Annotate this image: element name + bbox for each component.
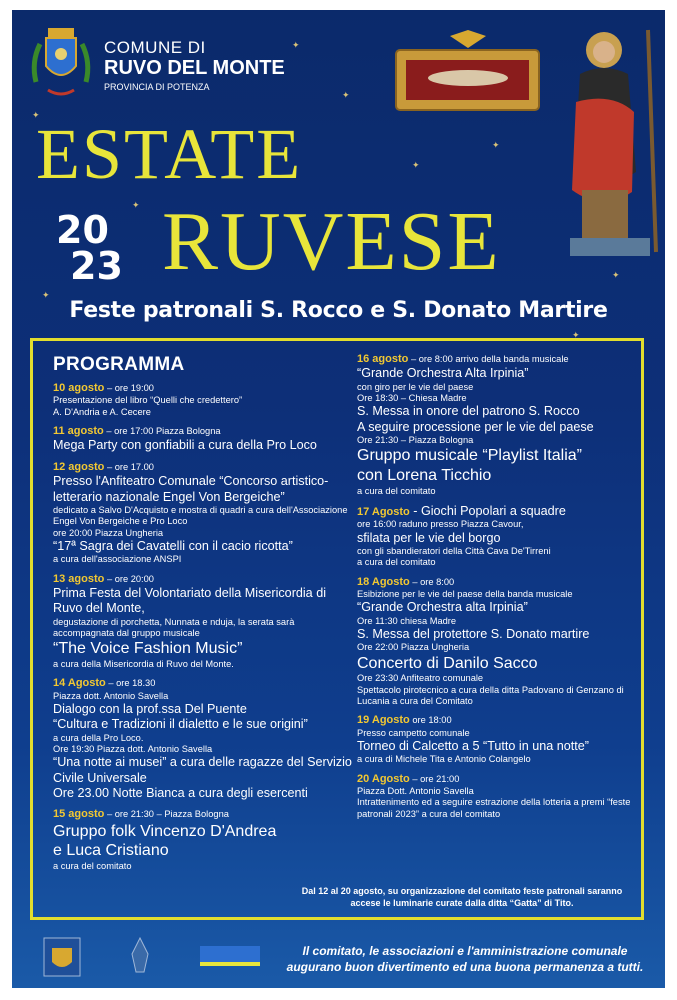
event-line: S. Messa del protettore S. Donato martire (357, 627, 590, 641)
event-line: Ore 19:30 Piazza dott. Antonio Savella (53, 744, 213, 755)
event-line: Presso l'Anfiteatro Comunale “Concorso artistico-letterario nazionale Engel Von Bergeiche” (53, 474, 329, 504)
event-date: 11 agosto (53, 425, 104, 438)
event-line: Torneo di Calcetto a 5 “Tutto in una notte” (357, 738, 589, 753)
event-line: – ore 17:00 Piazza Bologna (103, 426, 221, 437)
event-line: Esibizione per le vie del paese della banda musicale (357, 588, 573, 599)
event-line: a cura della Misericordia di Ruvo del Monte. (53, 658, 234, 669)
star-icon: ✦ (612, 270, 620, 280)
star-icon: ✦ (572, 330, 580, 340)
program-box (30, 338, 644, 920)
event-line: con giro per le vie del paese (357, 381, 474, 392)
event-line: – ore 8:00 (409, 576, 455, 587)
event-line: a cura del comitato (53, 860, 132, 871)
star-icon: ✦ (492, 140, 500, 150)
event-line: sfilata per le vie del borgo (357, 530, 501, 545)
star-icon: ✦ (412, 160, 420, 170)
event-line: Ore 22:00 Piazza Ungheria (357, 642, 470, 653)
wish-line-1: Il comitato, le associazioni e l'amministrazione comunale (302, 944, 628, 958)
event-line: Dialogo con la prof.ssa Del Puente (53, 701, 247, 716)
title-estate: ESTATE (36, 114, 303, 194)
event-date: 10 agosto (53, 382, 105, 394)
event-line: Presso campetto comunale (357, 727, 470, 738)
program-event (53, 461, 353, 566)
event-line: Presentazione del libro “Quelli che credettero” (53, 395, 243, 406)
municipality-header (104, 38, 285, 92)
event-line: con Lorena Ticchio (357, 466, 492, 484)
event-date: 14 Agosto (53, 677, 106, 690)
event-line: con gli sbandieratori della Città Cava De'Tirreni (357, 545, 551, 556)
event-line: Piazza dott. Antonio Savella (53, 690, 169, 701)
lights-note: Dal 12 al 20 agosto, su organizzazione del comitato feste patronali saranno accese le luminarie curate dalla ditta “Gatta” di Tito. (301, 886, 623, 908)
event-line: Ore 23.00 Notte Bianca a cura degli esercenti (53, 786, 308, 801)
event-line: Concerto di Danilo Sacco (357, 654, 538, 672)
event-date: 16 agosto (357, 353, 409, 365)
event-line: – ore 19:00 (104, 383, 154, 393)
event-date: 17 Agosto (357, 505, 410, 518)
event-line: Ore 21:30 – Piazza Bologna (357, 435, 474, 446)
year-badge (56, 208, 123, 289)
event-line: – ore 18.30 (105, 678, 156, 689)
municipality-name: RUVO DEL MONTE (104, 57, 285, 79)
event-line: Piazza Dott. Antonio Savella (357, 786, 474, 797)
program-event (357, 504, 637, 569)
event-line: A. D'Andria e A. Cecere (53, 406, 151, 417)
program-event (357, 773, 637, 820)
event-line: Ore 18:30 – Chiesa Madre (357, 393, 467, 404)
poster (12, 10, 665, 988)
event-date: 20 Agosto (357, 772, 410, 785)
event-line: ore 18:00 (409, 715, 452, 726)
star-icon: ✦ (342, 90, 350, 100)
event-line: – ore 20:00 (104, 573, 154, 584)
program-event (357, 714, 637, 765)
event-line: a cura del comitato (357, 557, 436, 568)
event-line: ore 16:00 raduno presso Piazza Cavour, (357, 519, 524, 530)
event-line: Mega Party con gonfiabili a cura della Pro Loco (53, 438, 317, 453)
coat-of-arms-logo (26, 22, 96, 100)
event-line: - Giochi Popolari a squadre (409, 503, 566, 518)
event-line: Spettacolo pirotecnico a cura della ditta Padovano di Genzano di Lucania a cura del Comitato (357, 684, 624, 706)
year-bottom: 23 (70, 244, 123, 289)
event-line: “17ª Sagra dei Cavatelli con il cacio ricotta” (53, 538, 293, 553)
event-line: a cura di Michele Tita e Antonio Colangelo (357, 754, 531, 765)
program-event (357, 353, 637, 497)
sponsor-logos (40, 932, 270, 984)
event-line: “Una notte ai musei” a cura delle ragazze del Servizio Civile Universale (53, 755, 352, 785)
program-right-column (357, 341, 637, 827)
reliquary-image (390, 30, 545, 116)
event-line: a cura dell'associazione ANSPI (53, 554, 182, 565)
event-line: Ore 23:30 Anfiteatro comunale (357, 673, 484, 684)
event-line: – ore 8:00 arrivo della banda musicale (408, 354, 569, 364)
event-line: Ore 11:30 chiesa Madre (357, 615, 457, 626)
year-top: 20 (56, 208, 109, 252)
program-event (53, 382, 353, 418)
program-event (53, 573, 353, 671)
program-event (53, 808, 353, 872)
subtitle: Feste patronali S. Rocco e S. Donato Martire (69, 298, 608, 323)
saint-statue-image (552, 22, 664, 262)
wish-line-2: augurano buon divertimento ed una buona permanenza a tutti. (286, 960, 644, 975)
closing-wish (270, 943, 660, 975)
event-date: 12 agosto (53, 460, 105, 473)
event-date: 19 Agosto (357, 714, 410, 727)
event-line: – ore 21:00 (409, 773, 460, 784)
program-event (53, 425, 353, 454)
star-icon: ✦ (292, 40, 300, 50)
event-line: Gruppo folk Vincenzo D'Andrea (53, 822, 277, 840)
event-line: “Grande Orchestra alta Irpinia” (357, 600, 528, 615)
event-line: “Grande Orchestra Alta Irpinia” (357, 366, 529, 381)
event-line: ore 20:00 Piazza Ungheria (53, 527, 164, 538)
event-line: S. Messa in onore del patrono S. Rocco (357, 404, 580, 419)
event-line: e Luca Cristiano (53, 842, 169, 860)
event-line: a cura del comitato (357, 485, 436, 496)
program-event (53, 677, 353, 801)
event-line: dedicato a Salvo D'Acquisto e mostra di quadri a cura dell'Associazione Engel Von Bergeiche e Pro Loco (53, 504, 348, 527)
event-line: A seguire processione per le vie del paese (357, 419, 594, 434)
event-line: – ore 21:30 – Piazza Bologna (104, 809, 229, 820)
event-line: “The Voice Fashion Music” (53, 640, 243, 658)
event-date: 15 agosto (53, 808, 105, 821)
event-line: Intrattenimento ed a seguire estrazione della lotteria a premi “feste patronali 2023” a cura del comitato (357, 797, 631, 819)
municipality-label: COMUNE DI (104, 38, 206, 57)
event-date: 18 Agosto (357, 575, 410, 588)
province-name: PROVINCIA DI POTENZA (104, 82, 210, 92)
star-icon: ✦ (132, 200, 140, 210)
program-event (357, 576, 637, 708)
event-date: 13 agosto (53, 572, 105, 585)
star-icon: ✦ (42, 290, 50, 300)
program-heading: PROGRAMMA (53, 354, 185, 375)
title-ruvese: RUVESE (162, 195, 501, 288)
event-line: a cura della Pro Loco. (53, 732, 144, 743)
event-line: degustazione di porchetta, Nunnata e nduja, la serata sarà accompagnata dal gruppo musicale (53, 616, 295, 639)
event-line: “Cultura e Tradizioni il dialetto e le sue origini” (53, 717, 308, 732)
event-line: Gruppo musicale “Playlist Italia” (357, 447, 582, 465)
event-line: – ore 17.00 (104, 461, 154, 472)
star-icon: ✦ (32, 110, 40, 120)
event-line: Prima Festa del Volontariato della Misericordia di Ruvo del Monte, (53, 586, 326, 616)
program-left-column (53, 341, 353, 879)
